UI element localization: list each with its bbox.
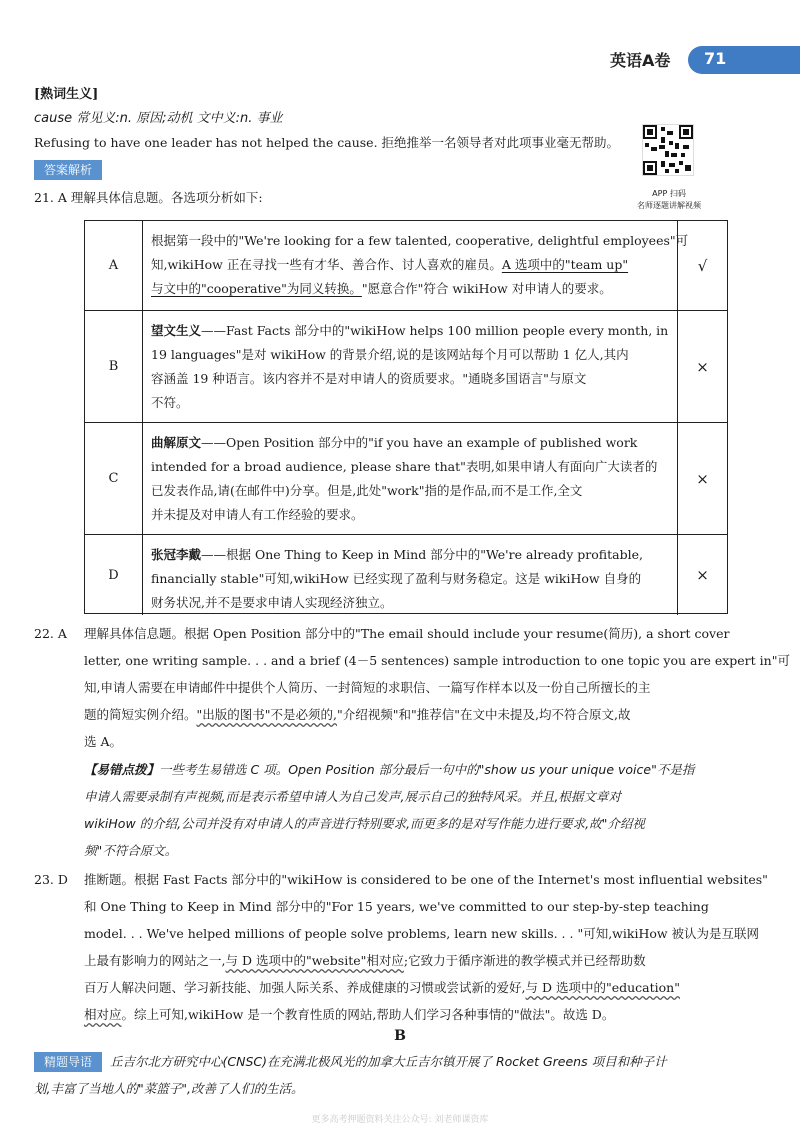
analysis-line: 容涵盖 19 种语言。该内容并不是对申请人的资质要求。"通晓多国语言"与原文 (151, 371, 587, 386)
option-letter: A (85, 221, 143, 310)
q22-line-3: 知,申请人需要在申请邮件中提供个人简历、一封简短的求职信、一篇写作样本以及一份自己所擅长的主 (84, 680, 651, 695)
option-analysis (151, 229, 689, 301)
q23-text: 上最有影响力的网站之一, (84, 953, 226, 968)
q22-line-4 (84, 703, 630, 727)
q23-underlined-text: 相对应 (84, 1007, 122, 1022)
cross-mark-icon: × (677, 311, 727, 422)
qr-caption-video: 名师逐题讲解视频 (637, 201, 701, 210)
q23-line-2: 和 One Thing to Keep in Mind 部分中的"For 15 years, we've committed to our step-by-step teaching (84, 899, 709, 914)
cross-mark-icon: × (677, 423, 727, 534)
q23-line-6 (84, 1003, 614, 1027)
analysis-line (151, 253, 677, 277)
table-row (85, 221, 727, 311)
q23-line-4 (84, 949, 646, 973)
tip-title: 【易错点拨】 (84, 762, 160, 777)
vocab-title: [熟词生义] (34, 87, 99, 102)
analysis-text: ——Fast Facts 部分中的"wikiHow helps 100 million people every month, in (201, 323, 669, 338)
analysis-line: 财务状况,并不是要求申请人实现经济独立。 (151, 595, 393, 610)
analysis-line: 根据第一段中的"We're looking for a few talented, cooperative, delightful employees"可 (151, 233, 689, 248)
q22-line-5: 选 A。 (84, 734, 123, 749)
error-type-label: 望文生义 (151, 323, 202, 338)
analysis-line (151, 431, 677, 455)
q22-text: "介绍视频"和"推荐信"在文中未提及,均不符合原文,故 (337, 707, 631, 722)
q23-text: 。综上可知,wikiHow 是一个教育性质的网站,帮助人们学习各种事情的"做法"。故选 D。 (121, 1007, 615, 1022)
option-analysis (151, 543, 677, 615)
q22-tip-line-2: 申请人需要录制有声视频,而是表示希望申请人为自己发声,展示自己的独特风采。并且,根据文章对 (84, 789, 621, 804)
q23-underlined-text: 与 D 选项中的"website"相对应 (225, 953, 404, 968)
q23-number: 23. D (34, 872, 68, 887)
section-b-intro-line-1: 丘吉尔北方研究中心(CNSC)在充满北极风光的加拿大丘吉尔镇开展了 Rocket Greens 项目和种子计 (110, 1054, 667, 1069)
analysis-text: ——Open Position 部分中的"if you have an example of published work (201, 435, 638, 450)
analysis-underlined-text: A 选项中的"team up" (501, 257, 629, 272)
book-title-label: 英语A卷 (610, 51, 671, 70)
option-analysis (151, 319, 677, 415)
q22-underlined-text: "出版的图书"不是必须的, (196, 707, 337, 722)
error-type-label: 曲解原文 (151, 435, 202, 450)
qr-code-icon (643, 125, 693, 175)
option-letter: B (85, 311, 143, 422)
q23-line-5 (84, 976, 680, 1000)
q22-line-1: 理解具体信息题。根据 Open Position 部分中的"The email should include your resume(简历), a short cover (84, 626, 730, 641)
check-mark-icon: √ (677, 221, 727, 310)
analysis-text: ——根据 One Thing to Keep in Mind 部分中的"We're already profitable, (201, 547, 643, 562)
vocab-line-2: Refusing to have one leader has not helped the cause. 拒绝推举一名领导者对此项事业毫无帮助。 (34, 135, 620, 150)
q23-line-1: 推断题。根据 Fast Facts 部分中的"wikiHow is considered to be one of the Internet's most influential websites" (84, 872, 768, 887)
analysis-underlined-text: 与文中的"cooperative"为同义转换。 (151, 281, 362, 296)
analysis-line: intended for a broad audience, please share that"表明,如果申请人有面向广大读者的 (151, 459, 658, 474)
section-b-heading: B (394, 1028, 406, 1044)
analysis-line: financially stable"可知,wikiHow 已经实现了盈利与财务稳定。这是 wikiHow 自身的 (151, 571, 642, 586)
q23-line-3: model. . . We've helped millions of people solve problems, learn new skills. . . "可知,wikiHow 被认为是互联网 (84, 926, 760, 941)
analysis-line (151, 543, 677, 567)
qr-caption-scan: APP 扫码 (652, 189, 686, 198)
q22-text: 题的简短实例介绍。 (84, 707, 197, 722)
section-b-intro-line-2: 划,丰富了当地人的"菜篮子",改善了人们的生活。 (34, 1081, 304, 1096)
error-type-label: 张冠李戴 (151, 547, 202, 562)
option-letter: D (85, 535, 143, 615)
table-row (85, 535, 727, 615)
q23-underlined-text: 与 D 选项中的"education" (525, 980, 680, 995)
option-analysis (151, 431, 677, 527)
tip-text: 一些考生易错选 C 项。Open Position 部分最后一句中的"show us your unique voice"不是指 (159, 762, 695, 777)
answer-analysis-tag: 答案解析 (34, 160, 102, 180)
analysis-line (151, 319, 677, 343)
q23-text: ;它致力于循序渐进的教学模式并已经帮助数 (403, 953, 646, 968)
analysis-line: 已发表作品,请(在邮件中)分享。但是,此处"work"指的是作品,而不是工作,全文 (151, 483, 583, 498)
analysis-line: 19 languages"是对 wikiHow 的背景介绍,说的是该网站每个月可以帮助 1 亿人,其内 (151, 347, 629, 362)
q22-tip-line-3: wikiHow 的介绍,公司并没有对申请人的声音进行特别要求,而更多的是对写作能力进行要求,故"介绍视 (84, 816, 645, 831)
q22-tip-line-4: 频"不符合原文。 (84, 843, 178, 858)
vocab-line-1: cause 常见义:n. 原因;动机 文中义:n. 事业 (34, 111, 283, 126)
q23-text: 百万人解决问题、学习新技能、加强人际关系、养成健康的习惯或尝试新的爱好, (84, 980, 526, 995)
qr-code[interactable] (642, 124, 694, 176)
table-row (85, 423, 727, 535)
analysis-line: 不符。 (151, 395, 189, 410)
analysis-text: 知,wikiHow 正在寻找一些有才华、善合作、讨人喜欢的雇员。 (151, 257, 502, 272)
q22-tip-line-1 (84, 758, 694, 782)
table-row (85, 311, 727, 423)
section-intro-tag: 精题导语 (34, 1052, 102, 1072)
analysis-text: "愿意合作"符合 wikiHow 对申请人的要求。 (361, 281, 612, 296)
q21-options-table (84, 220, 728, 614)
q22-line-2: letter, one writing sample. . . and a brief (4－5 sentences) sample introduction to one topic you are expert in"可 (84, 653, 790, 668)
cross-mark-icon: × (677, 535, 727, 615)
analysis-line (151, 277, 677, 301)
footer-watermark: 更多高考押题资料关注公众号: 刘老师课资库 (311, 1115, 489, 1125)
analysis-line: 并未提及对申请人有工作经验的要求。 (151, 507, 364, 522)
option-letter: C (85, 423, 143, 534)
q21-heading: 21. A 理解具体信息题。各选项分析如下: (34, 190, 263, 205)
q22-number: 22. A (34, 626, 67, 641)
page-number: 71 (704, 49, 727, 68)
